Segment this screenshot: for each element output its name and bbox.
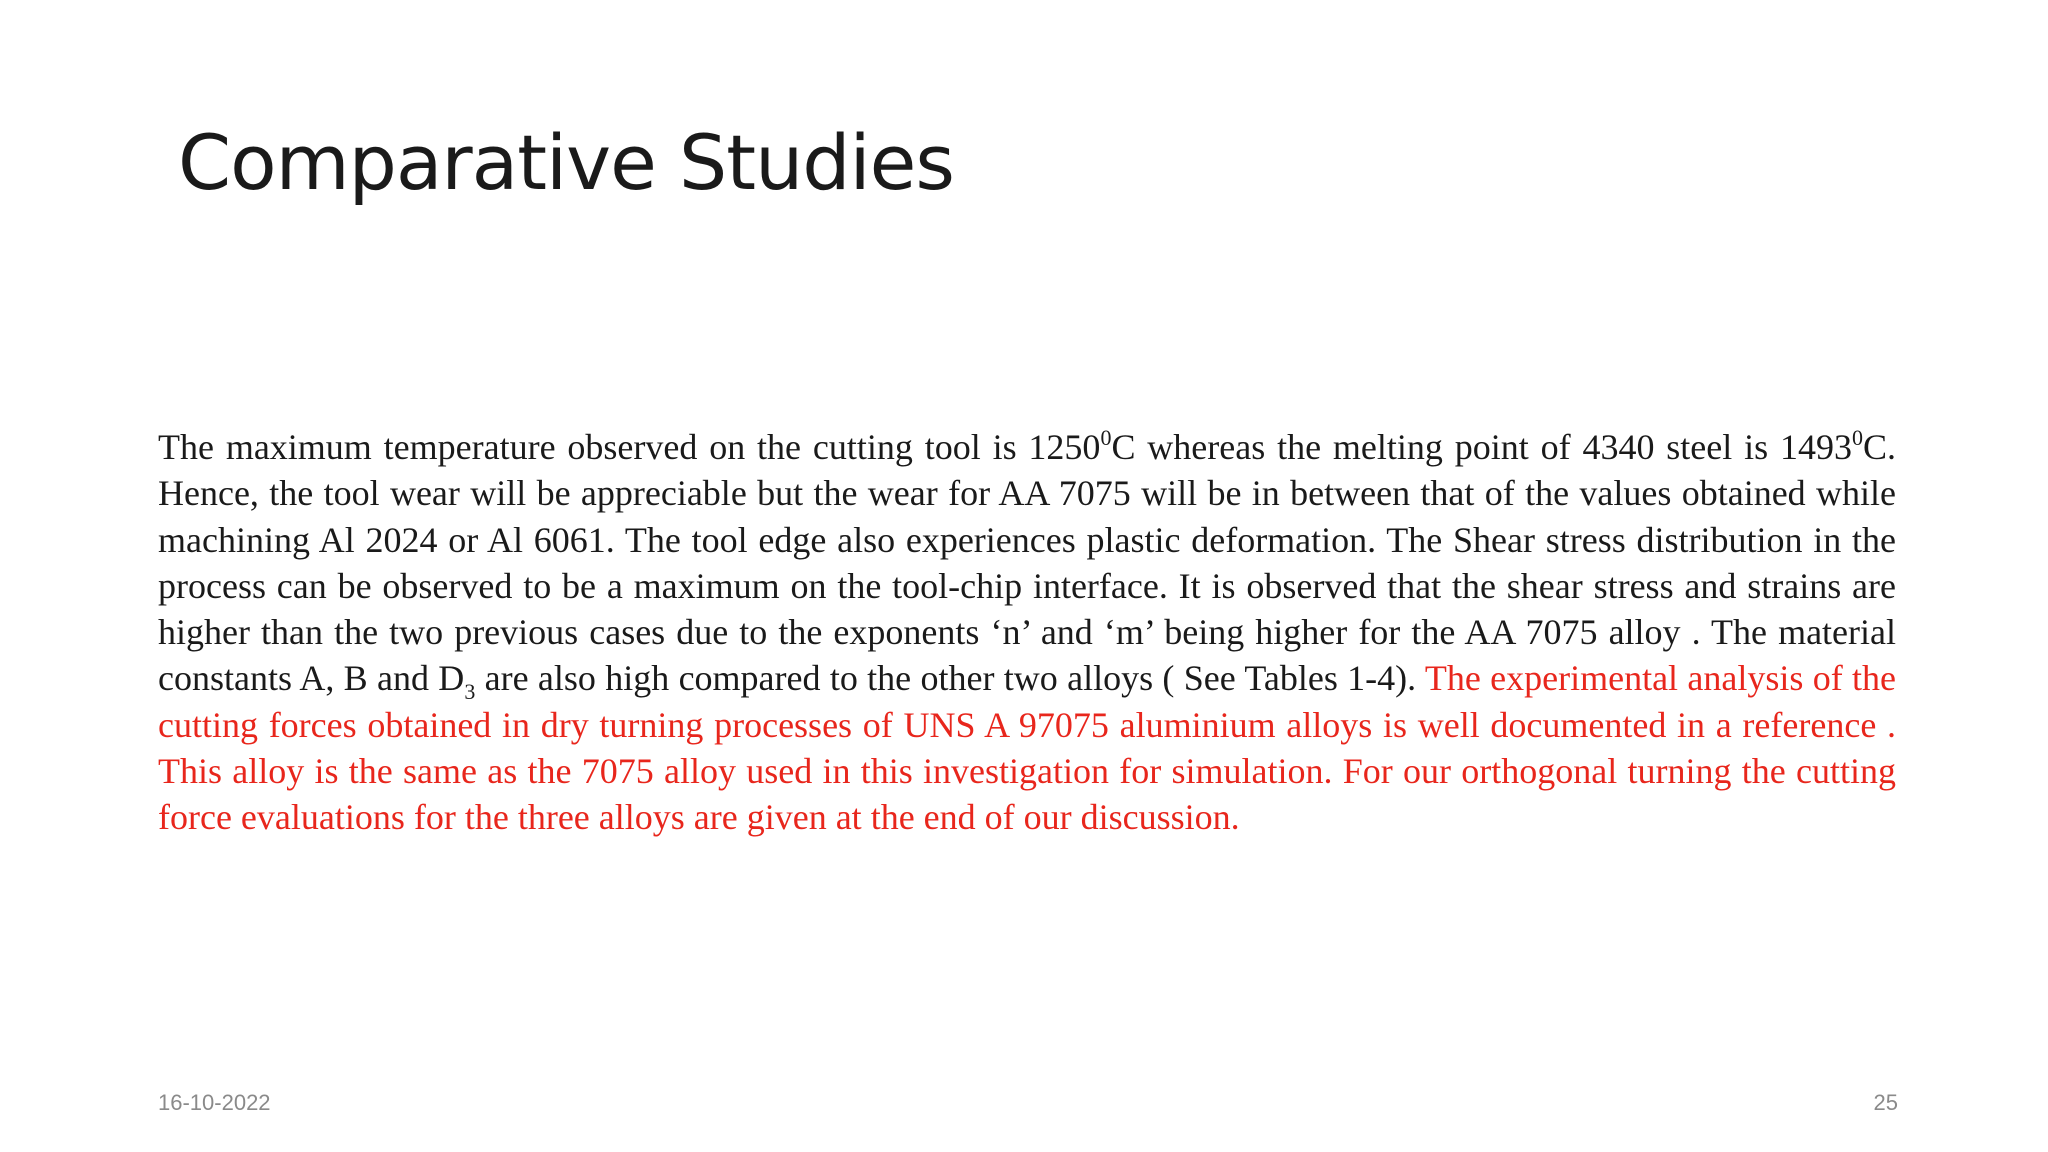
highlighted-red-text: The experimental analysis of the cutting forces obtained in dry turning processes of UNS A 97075 aluminium alloys is well documented in a reference . This alloy is the same as the 7075 alloy used in this investigation for simulation. For our orthogonal turning the cutting force evaluations for the three alloys are given at the end of our discussion. [158,658,1896,838]
superscript-degree: 0 [1100,425,1112,450]
body-text-segment: The maximum temperature observed on the cutting tool is 1250 [158,427,1101,467]
body-text-segment: C. Hence, the tool wear will be appreciable but the wear for AA 7075 will be in between that of the values obtained while machining Al 2024 or Al 6061. The tool edge also experiences plastic deformation. The Shear stress distribution in the process can be observed to be a maximum on the tool-chip interface. It is observed that the shear stress and strains are higher than the two previous cases due to the exponents ‘n’ and ‘m’ being higher for the AA 7075 alloy . The material constants A, B and D [158,427,1896,699]
body-text-segment: are also high compared to the other two alloys ( See Tables 1-4). [475,658,1425,699]
footer-date: 16-10-2022 [158,1090,271,1115]
slide-body-paragraph [158,424,1896,841]
subscript-index: 3 [464,679,476,705]
footer-page-number: 25 [1873,1090,1898,1115]
slide-title: Comparative Studies [178,118,954,207]
superscript-degree: 0 [1851,425,1863,450]
body-text-segment: C whereas the melting point of 4340 steel is 1493 [1111,427,1852,467]
